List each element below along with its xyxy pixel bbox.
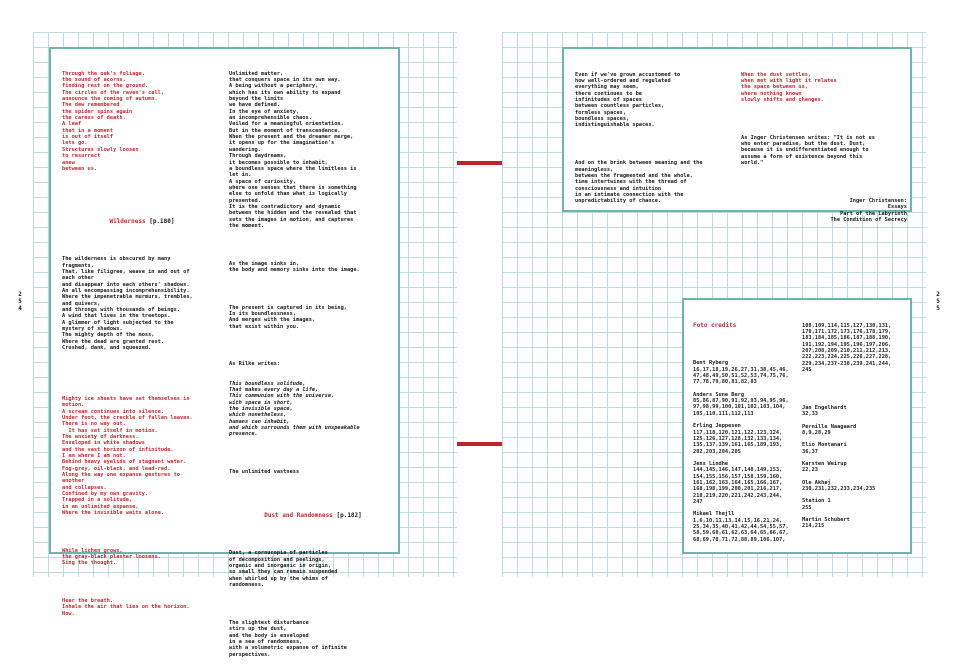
- text-line: another: [62, 478, 85, 485]
- text-line: This boundless solitude,: [229, 380, 306, 387]
- unlimited-matter-body: [229, 71, 397, 230]
- image-sinks-body: [229, 261, 397, 274]
- text-line: This communion with the universe,: [229, 393, 335, 400]
- credit-pages: 144,145,146,147,148,149,153,: [693, 467, 783, 474]
- credit-pages: 1,6,10,11,13,14,15,16,21,24,: [693, 517, 783, 524]
- text-line: Mighty ice sheets have set themselves in: [62, 395, 190, 402]
- text-line: Enveloped in white shadows: [62, 440, 145, 447]
- credit-pages: 16,17,18,19,26,27,31,38,45,46,: [693, 366, 789, 373]
- left-column-2: [229, 58, 397, 658]
- text-line: the invisible space,: [229, 405, 293, 412]
- text-line: and collapses.: [62, 484, 107, 491]
- text-line: Along the way one expanse gestures to: [62, 471, 180, 478]
- text-line: the gray-black plaster loosens.: [62, 554, 161, 561]
- text-line: and throngs with thousands of beings.: [62, 307, 180, 314]
- christensen-citation: [741, 198, 907, 223]
- text-line: The anxiety of darkness.: [62, 433, 139, 440]
- text-line: assume a form of existence beyond this: [741, 153, 863, 160]
- credit-pages: 154,155,156,157,158,159,160,: [693, 473, 783, 480]
- text-line: 108,109,114,115,127,130,131,: [802, 322, 892, 329]
- credit-pages: 32,33: [802, 411, 818, 418]
- left-page-number: 2 5 4: [18, 291, 22, 312]
- text-line: when met with light it relates: [741, 78, 837, 85]
- credit-entry: [802, 480, 910, 493]
- credit-entry: [802, 405, 910, 418]
- text-line: that conquers space in its own way.: [229, 77, 341, 84]
- credit-photographer: Elio Montanari: [802, 442, 847, 449]
- text-line: Part of the Labyrinth: [840, 210, 907, 217]
- text-line: Through daydreams,: [229, 153, 287, 160]
- text-line: A being without a periphery,: [229, 83, 319, 90]
- text-line: infinitudes of spaces: [575, 97, 642, 104]
- text-line: While lichen grows,: [62, 547, 123, 554]
- text-line: lets go.: [62, 140, 88, 147]
- credit-photographer: Bent Ryberg: [693, 360, 729, 367]
- text-line: between the fragmented and the whole,: [575, 172, 693, 179]
- text-line: which has its own ability to expand: [229, 89, 341, 96]
- dust-heading: Dust and Randomness [p.182]: [264, 511, 362, 519]
- credit-photographer: Pernille Naagaard: [802, 423, 857, 430]
- text-line: and quivers,: [62, 300, 101, 307]
- text-line: A wind that lives in the treetops.: [62, 313, 171, 320]
- credit-photographer: Martin Schubert: [802, 516, 850, 523]
- unlimited-vastness: The unlimited vastness: [229, 468, 300, 475]
- connector-bar-top: [457, 161, 502, 165]
- text-line: The circles of the raven's call,: [62, 89, 165, 96]
- credit-photographer: Station 1: [802, 498, 831, 505]
- present-captured-body: [229, 305, 397, 330]
- text-line: And merges with the images,: [229, 317, 316, 324]
- text-line: That makes every day a life,: [229, 386, 319, 393]
- text-line: When the dust settles,: [741, 71, 812, 78]
- text-line: Veiled for a meaningful orientation,: [229, 121, 344, 128]
- text-line: because it is undifferentiated enough to: [741, 147, 869, 154]
- text-line: to resurrect: [62, 153, 101, 160]
- credit-pages: 117,118,120,121,122,123,124,: [693, 429, 783, 436]
- text-line: which nonetheless,: [229, 412, 287, 419]
- credits-list-1: [693, 360, 793, 543]
- text-line: the moment.: [229, 222, 265, 229]
- credit-pages: 97,98,99,100,101,102,103,104,: [693, 404, 786, 411]
- text-line: In its boundlessness,: [229, 311, 296, 318]
- credit-pages: 47,48,49,50,51,52,53,74,75,76,: [693, 373, 789, 380]
- text-line: finding rest on the ground.: [62, 83, 149, 90]
- text-line: It is the contradictory and dynamic: [229, 203, 341, 210]
- text-line: each other: [62, 275, 94, 282]
- text-line: where nothing known: [741, 90, 802, 97]
- left-column-1: [62, 58, 222, 617]
- poem-ice-sheets: [62, 396, 222, 517]
- disturbance-body: [229, 620, 397, 658]
- text-line: In the eye of anxiety,: [229, 108, 300, 115]
- credit-pages: 22,23: [802, 467, 818, 474]
- text-line: stirs up the dust,: [229, 626, 287, 633]
- poem-acorns: [62, 71, 222, 173]
- text-line: 222,223,224,225,226,227,228,: [802, 354, 892, 361]
- text-line: I am where I am not.: [62, 452, 126, 459]
- text-line: indistinguishable spaces.: [575, 122, 655, 129]
- credit-photographer: Mikael Thejll: [693, 511, 735, 518]
- text-line: Inhale the air that lies on the horizon.: [62, 604, 190, 611]
- text-line: Fog-grey, oil-black, and lead-red.: [62, 465, 171, 472]
- credit-entry: [802, 442, 910, 455]
- text-line: 245: [802, 367, 812, 374]
- wilderness-body: [62, 256, 222, 351]
- text-line: that exist within you.: [229, 323, 300, 330]
- text-line: 191,192,194,195,196,197,206,: [802, 341, 892, 348]
- text-line: it opens up for the imagination's: [229, 140, 335, 147]
- dust-body: [229, 550, 397, 588]
- text-line: organic and inorganic in origin,: [229, 563, 332, 570]
- text-line: the body and memory sinks into the image.: [229, 267, 360, 273]
- text-line: A scream continues into silence.: [62, 408, 165, 415]
- text-line: it becomes possible to inhabit,: [229, 159, 328, 166]
- credit-photographer: Ole Akhøj: [802, 479, 831, 486]
- credit-pages: 214,215: [802, 523, 825, 530]
- credit-pages: 135,137,139,161,165,189,193,: [693, 442, 783, 449]
- text-line: the caress of death.: [62, 115, 126, 122]
- text-line: the sound of acorns,: [62, 77, 126, 84]
- text-line: A glimmer of light subjected to the: [62, 319, 174, 326]
- text-line: The present is captured in its being,: [229, 304, 347, 311]
- credit-entry: [802, 498, 910, 511]
- text-line: the space between us,: [741, 84, 808, 91]
- text-line: beyond the limits: [229, 96, 284, 103]
- text-line: with a volumetric expanse of infinite: [229, 645, 347, 652]
- text-line: Sing the thought.: [62, 560, 117, 567]
- text-line: that in a moment: [62, 127, 114, 134]
- text-line: presence.: [229, 431, 258, 438]
- credit-pages: 218,219,220,221,242,243,244,: [693, 492, 783, 499]
- text-line: sets the images in motion, and captures: [229, 216, 354, 223]
- text-line: in an unlimited expanse,: [62, 503, 139, 510]
- credits-column-1: [693, 310, 793, 550]
- credits-column-2: [802, 310, 910, 550]
- mikael-thejll-continued: [802, 323, 910, 374]
- text-line: between countless particles,: [575, 103, 665, 110]
- text-line: of decomposition and peelings,: [229, 556, 325, 563]
- text-line: As Inger Christensen writes: "It is not us: [741, 134, 875, 141]
- left-text-panel: [49, 47, 400, 658]
- credit-entry: [802, 517, 910, 530]
- credit-pages: 230,231,232,233,234,235: [802, 485, 876, 492]
- text-line: in an intimate connection with the: [575, 191, 684, 198]
- text-line: A leaf: [62, 121, 82, 128]
- text-line: Confined by my own gravity.: [62, 490, 149, 497]
- text-line: time intertwines with the thread of: [575, 179, 687, 186]
- photo-credits-panel: [682, 298, 912, 554]
- text-line: announce the coming of autumn.: [62, 96, 158, 103]
- text-line: As the image sinks in,: [229, 260, 300, 267]
- credit-pages: 247: [693, 498, 703, 505]
- wilderness-heading: Wilderness [p.180]: [109, 217, 175, 225]
- text-line: A space of curiosity,: [229, 178, 296, 185]
- text-line: world.": [741, 160, 764, 167]
- credit-entry: [693, 423, 793, 455]
- text-line: else to unfold than what is logically: [229, 191, 347, 198]
- credit-entry: [693, 511, 793, 543]
- text-line: The Condition of Secrecy: [830, 216, 907, 223]
- text-line: let in.: [229, 172, 252, 179]
- text-line: Through the oak's foliage,: [62, 70, 145, 77]
- text-line: meaningless,: [575, 166, 614, 173]
- credit-photographer: Anders Sune Berg: [693, 391, 745, 398]
- credit-pages: 68,69,70,71,72,88,89,106,107,: [693, 536, 786, 543]
- credit-pages: 105,110,111,112,113: [693, 410, 754, 417]
- credit-photographer: Jens Lindhe: [693, 460, 729, 467]
- text-line: and the body is enveloped: [229, 632, 309, 639]
- text-line: in a sea of randomness,: [229, 638, 303, 645]
- text-line: so small they can remain suspended: [229, 569, 338, 576]
- text-line: between the hidden and the revealed that: [229, 210, 357, 217]
- christensen-quote: [741, 135, 907, 167]
- text-line: perspectives.: [229, 651, 271, 658]
- credit-entry: [802, 461, 910, 474]
- credit-pages: 161,162,163,164,165,166,167,: [693, 479, 783, 486]
- credit-pages: 255: [802, 504, 812, 511]
- text-line: when whirled up by the whims of: [229, 575, 328, 582]
- text-line: Inger Christensen:: [849, 197, 907, 204]
- text-line: The mighty depth of the moss,: [62, 332, 155, 339]
- text-line: The slightest disturbance: [229, 619, 309, 626]
- text-line: Dust, a cornucopia of particles: [229, 550, 328, 557]
- text-line: humans can inhabit,: [229, 418, 290, 425]
- credit-pages: 202,203,204,205: [693, 448, 741, 455]
- rilke-quote: [229, 381, 397, 438]
- text-line: Under foot, the crackle of fallen leaves.: [62, 414, 193, 421]
- credit-pages: 25,34,35,40,41,42,44,54,55,57,: [693, 523, 789, 530]
- text-line: 207,208,209,210,211,212,213,: [802, 348, 892, 355]
- rilke-intro: As Rilke writes:: [229, 361, 281, 368]
- right-top-text-panel: [562, 47, 912, 223]
- text-line: how well-ordered and regulated: [575, 78, 671, 85]
- text-line: with space in short,: [229, 399, 293, 406]
- text-line: motion.: [62, 402, 85, 409]
- text-line: randomness.: [229, 582, 265, 589]
- text-line: Where the invisible waits alone.: [62, 510, 165, 516]
- text-line: Trapped in a solitude,: [62, 497, 133, 504]
- text-line: mystery of shadows.: [62, 326, 123, 333]
- credit-photographer: Karsten Weirup: [802, 460, 847, 467]
- text-line: who enter paradise, but the dust. Dust,: [741, 141, 866, 148]
- text-line: Hear the breath.: [62, 598, 114, 605]
- text-line: a boundless space where the limitless is: [229, 165, 357, 172]
- text-line: is out of itself: [62, 134, 114, 141]
- credit-pages: 77,78,79,80,81,82,83: [693, 379, 757, 386]
- text-line: we have defined.: [229, 102, 281, 109]
- text-line: and the vast horizon of infinitude.: [62, 446, 174, 453]
- poem-lichen: [62, 548, 222, 567]
- text-line: 170,171,172,173,176,178,179,: [802, 329, 892, 336]
- text-line: consciousness and intuition: [575, 185, 662, 192]
- credit-entry: [802, 424, 910, 437]
- text-line: anew: [62, 159, 75, 166]
- credit-entry: [693, 461, 793, 505]
- text-line: 183,184,185,186,187,188,190,: [802, 335, 892, 342]
- text-line: boundless spaces,: [575, 116, 630, 123]
- text-line: 229,234,237-238,239,241,244,: [802, 360, 892, 367]
- credit-pages: 36,37: [802, 448, 818, 455]
- text-line: That, like filigree, weave in and out of: [62, 268, 190, 275]
- poem-breath: [62, 598, 222, 617]
- text-line: and which surrounds them with unspeakable: [229, 424, 360, 431]
- text-line: The dew remembered: [62, 102, 120, 109]
- text-line: The wilderness is obscured by many: [62, 256, 171, 263]
- text-line: And on the brink between meaning and the: [575, 160, 703, 167]
- text-line: Now.: [62, 610, 75, 617]
- text-line: between us.: [62, 165, 98, 172]
- text-line: fragments,: [62, 262, 94, 269]
- text-line: Behind heavy eyelids of stagnant water.: [62, 459, 187, 466]
- text-line: Even if we've grown accustomed to: [575, 71, 681, 78]
- text-line: Crushed, dank, and squeezed.: [62, 345, 152, 352]
- credit-pages: 8,9,28,29: [802, 429, 831, 436]
- connector-bar-bottom: [457, 442, 502, 446]
- credits-list-2: [802, 405, 910, 530]
- brink-body: [575, 160, 735, 204]
- text-line: An all encompassing incomprehensibility.: [62, 288, 190, 294]
- credit-pages: 168,198,199,200,201,216,217,: [693, 486, 783, 493]
- credits-title: Foto credits: [693, 321, 737, 329]
- text-line: slowly shifts and changes.: [741, 97, 824, 104]
- dust-settles-lines: [741, 72, 907, 104]
- credit-pages: 85,86,87,90,91,92,93,94,95,96,: [693, 398, 789, 405]
- text-line: Where the impenetrable murmurs, trembles,: [62, 294, 193, 301]
- text-line: Essays: [887, 204, 907, 211]
- text-line: everything may seem,: [575, 84, 639, 91]
- text-line: wandering.: [229, 146, 261, 153]
- credit-pages: 125,126,127,128,132,133,134,: [693, 435, 783, 442]
- right-page-number: 2 5 5: [936, 291, 940, 312]
- right-top-column-1: [575, 59, 735, 204]
- text-line: It has set itself in motion.: [62, 427, 158, 434]
- credit-pages: 58,59,60,61,62,63,64,65,66,67,: [693, 530, 789, 537]
- text-line: unpredictability of chance.: [575, 198, 662, 205]
- text-line: Structures slowly loosen: [62, 146, 139, 153]
- text-line: When the present and the dreamer merge,: [229, 134, 354, 141]
- text-line: Where the dead are granted rest.: [62, 338, 165, 345]
- accustomed-body: [575, 72, 735, 129]
- text-line: there continues to be: [575, 90, 642, 97]
- text-line: Unlimited matter,: [229, 70, 284, 77]
- text-line: But in the moment of transcendence,: [229, 127, 341, 134]
- text-line: where one senses that there is something: [229, 184, 357, 191]
- text-line: the spider spins again: [62, 108, 133, 115]
- credit-photographer: Jan Engelhardt: [802, 404, 847, 411]
- text-line: and disappear into each others' shadows.: [62, 281, 190, 288]
- text-line: formless spaces,: [575, 109, 627, 116]
- credit-entry: [693, 392, 793, 417]
- credit-photographer: Erling Jeppesen: [693, 423, 741, 430]
- credit-entry: [693, 360, 793, 385]
- text-line: There is no way out.: [62, 421, 126, 428]
- text-line: an incomprehensible chaos.: [229, 115, 312, 122]
- right-top-column-2: [741, 59, 907, 223]
- text-line: presented.: [229, 197, 261, 204]
